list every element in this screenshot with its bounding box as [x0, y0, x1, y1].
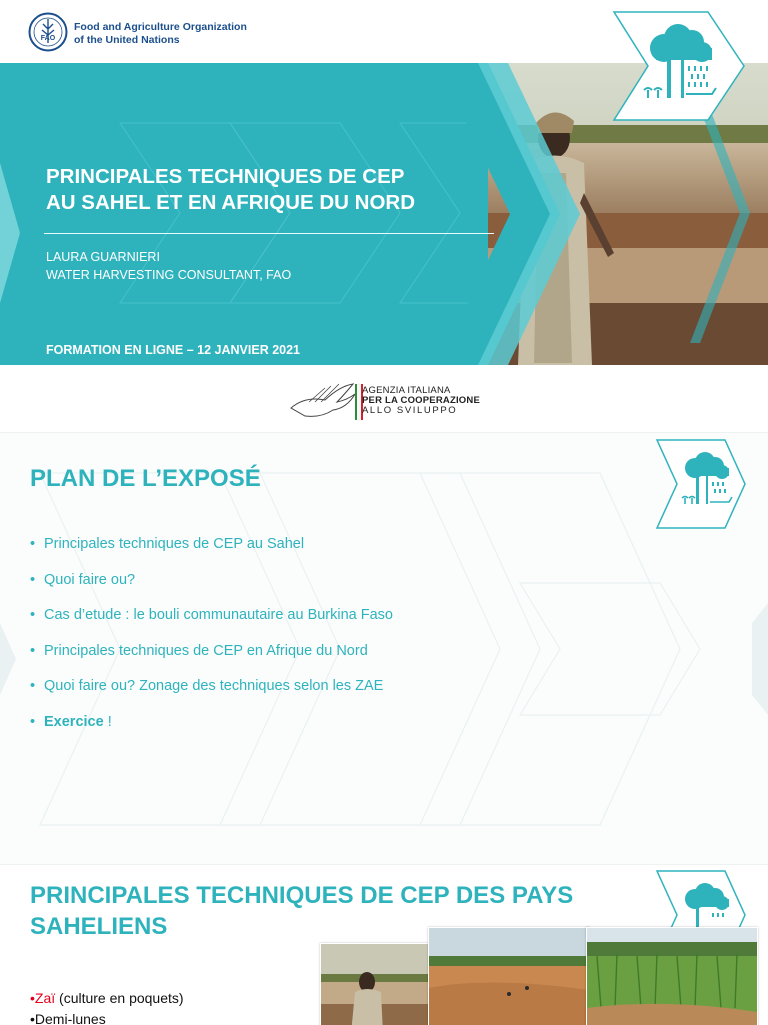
- list-item-exercise: [30, 713, 393, 731]
- title-divider: [44, 233, 494, 234]
- partner-line2: PER LA COOPERAZIONE: [362, 395, 480, 406]
- title-line2: SAHELIENS: [30, 913, 168, 940]
- exercise-label: Exercice: [44, 713, 104, 730]
- partner-line1: AGENZIA ITALIANA: [362, 385, 451, 396]
- crop-field-photo: [586, 927, 758, 1025]
- tree-rain-icon: [612, 10, 746, 122]
- zai-label: Zaï: [34, 990, 56, 1006]
- author-block: [46, 248, 291, 284]
- zai-description: (culture en poquets): [55, 990, 184, 1006]
- list-item: • Quoi faire ou?: [30, 571, 393, 589]
- list-item: • Quoi faire ou? Zonage des techniques selon les ZAE: [30, 677, 393, 695]
- list-item-zai: [30, 988, 184, 1009]
- org-name-line2: of the United Nations: [74, 34, 180, 46]
- partner-line3: ALLO SVILUPPO: [362, 405, 458, 416]
- exercise-suffix: !: [103, 713, 112, 730]
- tree-rain-icon: [655, 438, 747, 530]
- title-line1: PRINCIPALES TECHNIQUES DE CEP DES PAYS: [30, 882, 574, 909]
- presentation-title: [46, 164, 486, 216]
- list-item: • Principales techniques de CEP au Sahel: [30, 535, 393, 553]
- list-item: • Cas d’etude : le bouli communautaire au Burkina Faso: [30, 606, 393, 624]
- list-item-demi-lunes: •Demi-lunes: [30, 1011, 106, 1025]
- outline-title: PLAN DE L’EXPOSÉ: [30, 465, 261, 492]
- bullet: •: [30, 990, 35, 1006]
- techniques-list: [30, 988, 184, 1025]
- svg-text:FAO: FAO: [40, 35, 56, 42]
- landscape-photo: [428, 927, 590, 1025]
- outline-slide: [0, 432, 768, 865]
- list-item: • Principales techniques de CEP en Afrique du Nord: [30, 642, 393, 660]
- title-line2: AU SAHEL ET EN AFRIQUE DU NORD: [46, 191, 416, 214]
- org-name-line1: Food and Agriculture Organization: [74, 21, 247, 33]
- techniques-slide: [0, 864, 768, 1025]
- event-line: FORMATION EN LIGNE – 12 JANVIER 2021: [46, 343, 300, 357]
- partner-name: [362, 386, 480, 416]
- organization-name: [74, 21, 247, 47]
- author-name: LAURA GUARNIERI: [46, 250, 160, 264]
- outline-list: [30, 535, 393, 748]
- author-role: WATER HARVESTING CONSULTANT, FAO: [46, 268, 292, 282]
- fao-logo: [28, 12, 68, 52]
- title-line1: PRINCIPALES TECHNIQUES DE CEP: [46, 165, 405, 188]
- title-slide: [0, 0, 768, 432]
